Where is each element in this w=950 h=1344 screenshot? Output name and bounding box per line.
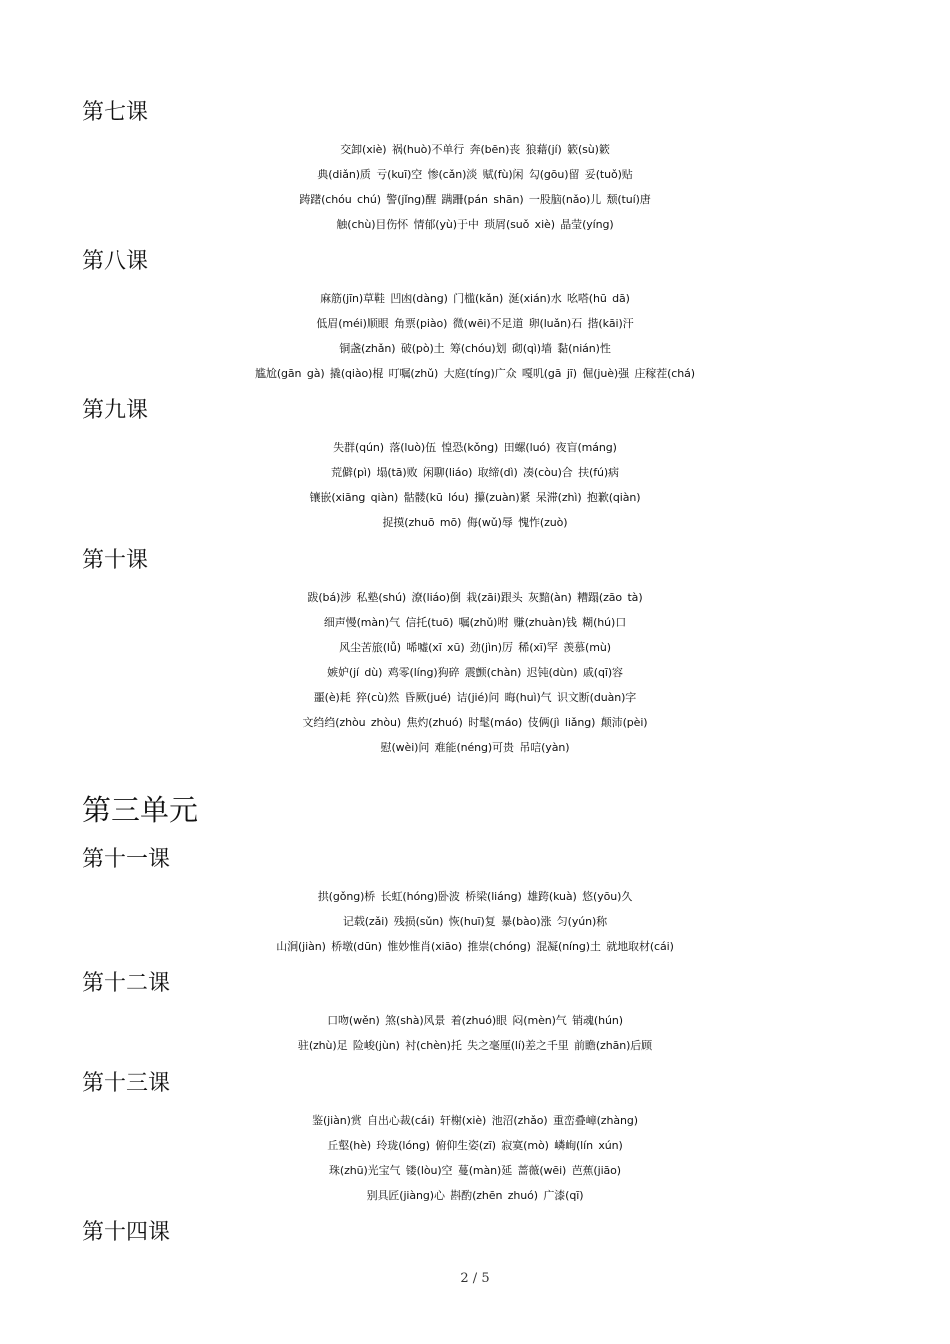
vocab-line: 低眉(méi)顺眼 角票(piào) 微(wēi)不足道 卵(luǎn)石 揩(kāi)汗 xyxy=(316,317,634,330)
vocab-line: 捉摸(zhuō mō) 侮(wǔ)辱 愧怍(zuò) xyxy=(382,516,568,529)
vocab-line: 记载(zǎi) 残损(sǔn) 恢(huī)复 暴(bào)涨 匀(yún)称 xyxy=(342,915,608,928)
unit-title: 第三单元 xyxy=(82,793,199,827)
lesson-7-vocab xyxy=(0,137,950,237)
vocab-line: 镶嵌(xiāng qiàn) 骷髅(kū lóu) 攥(zuàn)紧 呆滞(zhì) 抱歉(qiàn) xyxy=(309,491,641,504)
lesson-12-vocab xyxy=(0,1008,950,1058)
page-number: 2 / 5 xyxy=(460,1271,490,1286)
vocab-line: 丘壑(hè) 玲珑(lóng) 俯仰生姿(zī) 寂寞(mò) 嶙峋(lín xún) xyxy=(327,1139,623,1152)
vocab-line: 口吻(wěn) 煞(shà)风景 着(zhuó)眼 闷(mèn)气 销魂(hún) xyxy=(327,1014,623,1027)
lesson-10-vocab xyxy=(0,585,950,760)
lesson-8-vocab xyxy=(0,286,950,386)
vocab-line: 山涧(jiàn) 桥墩(dūn) 惟妙惟肖(xiāo) 推崇(chóng) 混凝(níng)土 就地取材(cái) xyxy=(276,940,674,953)
lesson-13-vocab xyxy=(0,1108,950,1208)
vocab-line: 交卸(xiè) 祸(huò)不单行 奔(bēn)丧 狼藉(jí) 簌(sù)簌 xyxy=(340,143,610,156)
lesson-title-13: 第十三课 xyxy=(82,1071,171,1096)
vocab-line: 跋(bá)涉 私塾(shú) 潦(liáo)倒 栽(zāi)跟头 灰黯(àn) 糟蹋(zāo tà) xyxy=(307,591,643,604)
lesson-9-vocab xyxy=(0,435,950,535)
vocab-line: 细声慢(màn)气 信托(tuō) 嘱(zhǔ)咐 赚(zhuàn)钱 糊(hú)口 xyxy=(323,616,627,629)
lesson-11-vocab xyxy=(0,884,950,959)
lesson-title-11: 第十一课 xyxy=(82,847,171,872)
vocab-line: 鉴(jiàn)赏 自出心裁(cái) 轩榭(xiè) 池沼(zhǎo) 重峦叠嶂(zhàng) xyxy=(312,1114,638,1127)
vocab-line: 麻筋(jīn)草鞋 凹凼(dàng) 门槛(kǎn) 涎(xián)水 吆嗒(hū dā) xyxy=(320,292,630,305)
vocab-line: 典(diǎn)质 亏(kuī)空 惨(cǎn)淡 赋(fù)闲 勾(gōu)留 妥(tuǒ)贴 xyxy=(317,168,633,181)
lesson-title-8: 第八课 xyxy=(82,249,149,274)
lesson-title-7: 第七课 xyxy=(82,100,149,125)
vocab-line: 失群(qún) 落(luò)伍 惶恐(kǒng) 田螺(luó) 夜盲(máng) xyxy=(333,441,617,454)
vocab-line: 嫉妒(jí dù) 鸡零(líng)狗碎 震颤(chàn) 迟钝(dùn) 戚(qī)容 xyxy=(327,666,623,679)
vocab-line: 驻(zhù)足 险峻(jùn) 衬(chèn)托 失之毫厘(lí)差之千里 前瞻(zhān)后顾 xyxy=(297,1039,653,1052)
vocab-line: 触(chù)目伤怀 情郁(yù)于中 琐屑(suǒ xiè) 晶莹(yíng) xyxy=(336,218,614,231)
vocab-line: 慰(wèi)问 难能(néng)可贵 吊唁(yàn) xyxy=(380,741,570,754)
lesson-title-9: 第九课 xyxy=(82,398,149,423)
vocab-line: 文绉绉(zhòu zhòu) 焦灼(zhuó) 时髦(máo) 伎俩(jì liǎng) 颠沛(pèi) xyxy=(302,716,648,729)
vocab-line: 珠(zhū)光宝气 镂(lòu)空 蔓(màn)延 蔷薇(wēi) 芭蕉(jiāo) xyxy=(328,1164,621,1177)
vocab-line: 别具匠(jiàng)心 斟酌(zhēn zhuó) 广漆(qī) xyxy=(366,1189,584,1202)
vocab-line: 风尘苦旅(lǚ) 唏嘘(xī xū) 劲(jìn)厉 稀(xī)罕 羡慕(mù) xyxy=(339,641,611,654)
lesson-title-14: 第十四课 xyxy=(82,1220,171,1245)
vocab-line: 荒僻(pì) 塌(tā)败 闲聊(liáo) 取缔(dì) 凑(còu)合 扶(fú)病 xyxy=(331,466,619,479)
vocab-line: 尴尬(gān gà) 撬(qiào)棍 叮嘱(zhǔ) 大庭(tíng)广众 嘎叽(gā jī) 倔(juè)强 庄稼茬(chá) xyxy=(255,367,695,380)
vocab-line: 拱(gǒng)桥 长虹(hóng)卧波 桥梁(liáng) 雄跨(kuà) 悠(yōu)久 xyxy=(317,890,633,903)
lesson-title-12: 第十二课 xyxy=(82,971,171,996)
vocab-line: 噩(è)耗 猝(cù)然 昏厥(jué) 诘(jié)问 晦(huì)气 识文断(duàn)字 xyxy=(313,691,637,704)
vocab-line: 铜盏(zhǎn) 破(pò)土 筹(chóu)划 砌(qì)墙 黏(nián)性 xyxy=(339,342,611,355)
lesson-title-10: 第十课 xyxy=(82,548,149,573)
vocab-line: 踌躇(chóu chú) 警(jǐng)醒 蹒跚(pán shān) 一股脑(nǎo)儿 颓(tuí)唐 xyxy=(299,193,651,206)
